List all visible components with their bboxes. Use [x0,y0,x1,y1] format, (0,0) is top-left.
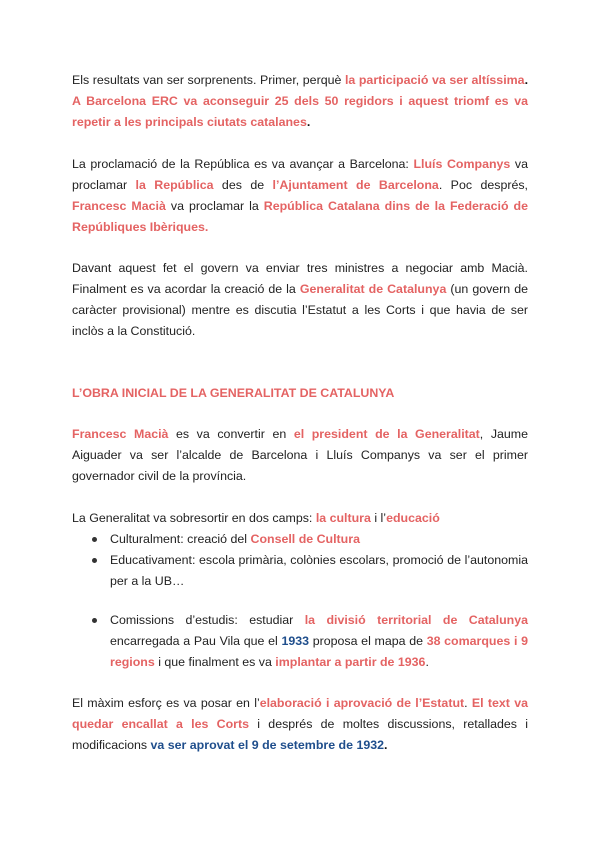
text-run: . Poc després, [438,178,528,192]
text-run: Els resultats van ser sorprenents. Primer, perquè [72,73,345,87]
text-run: , Jaume Aiguader va ser l’alcalde de Barcelona i Lluís Companys va ser el primer governador civil de la província. [72,427,529,483]
highlight-divisio-territorial: la divisió territorial de Catalunya [304,613,528,627]
highlight-francesc-macia: Francesc Macià [72,199,166,213]
paragraph-president [72,424,528,487]
text-run: . [384,738,388,752]
text-run: va proclamar [72,157,529,192]
text-run: es va convertir en [168,427,294,441]
text-run: . [524,73,529,87]
paragraph-results [72,70,528,133]
text-run: Educativament: escola primària, colònies escolars, promoció de l’autonomia per a la UB… [110,553,528,588]
highlight-lluis-companys: Lluís Companys [413,157,511,171]
list-item [72,550,528,592]
text-run: i després de moltes discussions, retallades i modificacions [72,717,528,752]
text-run: encarregada a Pau Vila que el [110,634,282,648]
text-run: . [306,115,311,129]
text-run: La proclamació de la República es va avançar a Barcelona: [72,157,414,171]
text-run: El màxim esforç es va posar en l’ [72,696,260,710]
text-run: (un govern de caràcter provisional) mentre es discutia l’Estatut a les Corts i que havia de ser inclòs a la Constitució. [72,282,529,338]
highlight-francesc-macia: Francesc Macià [72,427,169,441]
highlight-38-comarques: 38 comarques i 9 regions [110,634,528,669]
highlight-implantar-1936: implantar a partir de 1936 [275,655,426,669]
text-run: Culturalment: creació del [110,532,251,546]
highlight-republica-catalana: República Catalana dins de la Federació de Repúbliques Ibèriques. [72,199,528,234]
highlight-cultura: la cultura [315,511,371,525]
text-run: i que finalment es va [154,655,276,669]
highlight-text-encallat: El text va quedar encallat a les Corts [72,696,528,731]
highlight-republica: la República [135,178,214,192]
highlight-generalitat: Generalitat de Catalunya [299,282,447,296]
paragraph-two-fields [72,508,528,529]
highlight-erc-barcelona: A Barcelona ERC va aconseguir 25 dels 50 regidors i aquest triomf es va repetir a les principals ciutats catalanes [72,94,528,129]
bullet-list-commissions [72,610,528,673]
highlight-consell-cultura: Consell de Cultura [250,532,360,546]
text-run: Comissions d’estudis: estudiar [110,613,305,627]
list-item [72,529,528,550]
text-run: des de [213,178,273,192]
text-run: . [425,655,429,669]
highlight-participation: la participació va ser altíssima [344,73,525,87]
highlight-ajuntament: l’Ajuntament de Barcelona [272,178,439,192]
highlight-aprovat-1932: va ser aprovat el 9 de setembre de 1932 [147,738,385,752]
bullet-list [72,529,528,592]
list-item [72,610,528,673]
paragraph-negotiation [72,258,528,342]
paragraph-proclamation [72,154,528,238]
text-run: . [464,696,472,710]
text-run: i l’ [370,511,387,525]
highlight-elaboracio-estatut: elaboració i aprovació de l’Estatut [259,696,465,710]
highlight-president-generalitat: el president de la Generalitat [293,427,480,441]
text-run: proposa el mapa de [309,634,427,648]
text-run: Davant aquest fet el govern va enviar tres ministres a negociar amb Macià. Finalment es va acordar la creació de la [72,261,528,296]
highlight-educacio: educació [386,511,440,525]
section-heading: L’OBRA INICIAL DE LA GENERALITAT DE CATALUNYA [72,386,395,400]
text-run: La Generalitat va sobresortir en dos camps: [72,511,316,525]
text-run: va proclamar la [165,199,264,213]
highlight-year-1933: 1933 [281,634,310,648]
paragraph-estatut [72,693,528,756]
